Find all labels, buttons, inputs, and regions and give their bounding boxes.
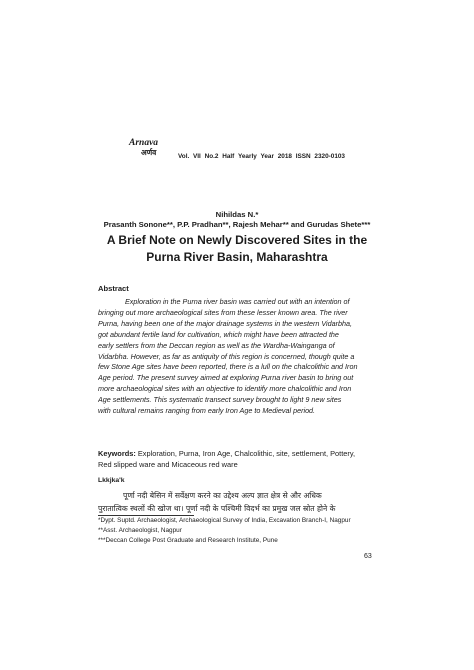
abstract-heading: Abstract bbox=[98, 284, 129, 293]
abstract-line: Purna, having been one of the major drainage systems in the western Vidarbha, bbox=[98, 318, 352, 328]
keywords-label: Keywords: bbox=[98, 449, 136, 458]
keywords-line: Red slipped ware and Micaceous red ware bbox=[98, 460, 238, 470]
footnote: ***Deccan College Post Graduate and Research Institute, Pune bbox=[98, 536, 278, 544]
abstract-body bbox=[98, 297, 378, 417]
abstract-line: Age period. The present survey aimed at exploring Purna river basin to bring out bbox=[98, 373, 354, 383]
abstract-line: more archaeological sites with an objective to identify more chalcolithic and Iron bbox=[98, 384, 352, 394]
abstract-line: with cultural remains ranging from early Iron Age to Medieval period. bbox=[98, 406, 316, 416]
keywords-block bbox=[98, 448, 380, 470]
article-title-line: A Brief Note on Newly Discovered Sites in the bbox=[106, 233, 368, 247]
abstract-line: Age settlements. This systematic transect survey brought to light 9 new sites bbox=[98, 395, 342, 405]
keywords-text: Exploration, Purna, Iron Age, Chalcolithic, site, settlement, Pottery, bbox=[135, 449, 356, 458]
author-line-primary: Nihildas N.* bbox=[215, 210, 259, 219]
page-number: 63 bbox=[364, 553, 372, 560]
abstract-line: bringing out more archaeological sites from these lesser known area. The river bbox=[98, 307, 348, 317]
journal-issue-info: Vol. VII No.2 Half Yearly Year 2018 ISSN 2320-0103 bbox=[178, 153, 345, 160]
hindi-abstract-body bbox=[98, 490, 380, 515]
journal-logo bbox=[129, 139, 158, 156]
abstract-line: got abundant fertile land for cultivation, which might have been attracted the bbox=[98, 329, 339, 339]
abstract-line: early settlers from the Deccan region as well as the Wardha-Wainganga of bbox=[98, 340, 335, 350]
abstract-line: Vidarbha. However, as far as antiquity of this region is concerned, though quite a bbox=[98, 351, 355, 361]
abstract-line: Exploration in the Purna river basin was carried out with an intention of bbox=[125, 297, 350, 306]
footnote: **Asst. Archaeologist, Nagpur bbox=[98, 526, 182, 534]
abstract-line: few Stone Age sites have been reported, there is a lull on the chalcolithic and Iron bbox=[98, 362, 358, 372]
article-title-line: Purna River Basin, Maharashtra bbox=[146, 249, 328, 264]
footnote: *Dypt. Suptd. Archaeologist, Archaeological Survey of India, Excavation Branch-I, Nagpur bbox=[98, 517, 351, 524]
author-line-coauthors: Prasanth Sonone**, P.P. Pradhan**, Rajesh Mehar** and Gurudas Shete*** bbox=[103, 220, 371, 229]
hindi-abstract-heading: Lkkjka'k bbox=[98, 477, 125, 484]
article-title bbox=[80, 232, 394, 265]
journal-logo-devanagari: अर्णव bbox=[141, 147, 157, 157]
keywords-line bbox=[98, 448, 380, 459]
footnotes bbox=[98, 516, 388, 545]
hindi-abstract-line: पुरातात्विक स्थलों की खोज था। पूर्णा नदी के पश्चिमी विदर्भ का प्रमुख जल स्रोत होने के bbox=[98, 503, 336, 513]
journal-logo-latin: Arnava bbox=[129, 138, 159, 148]
hindi-abstract-line: पूर्णा नदी बेसिन में सर्वेक्षण करने का उद्देश्य अल्प ज्ञात क्षेत्र से और अधिक bbox=[123, 491, 322, 500]
